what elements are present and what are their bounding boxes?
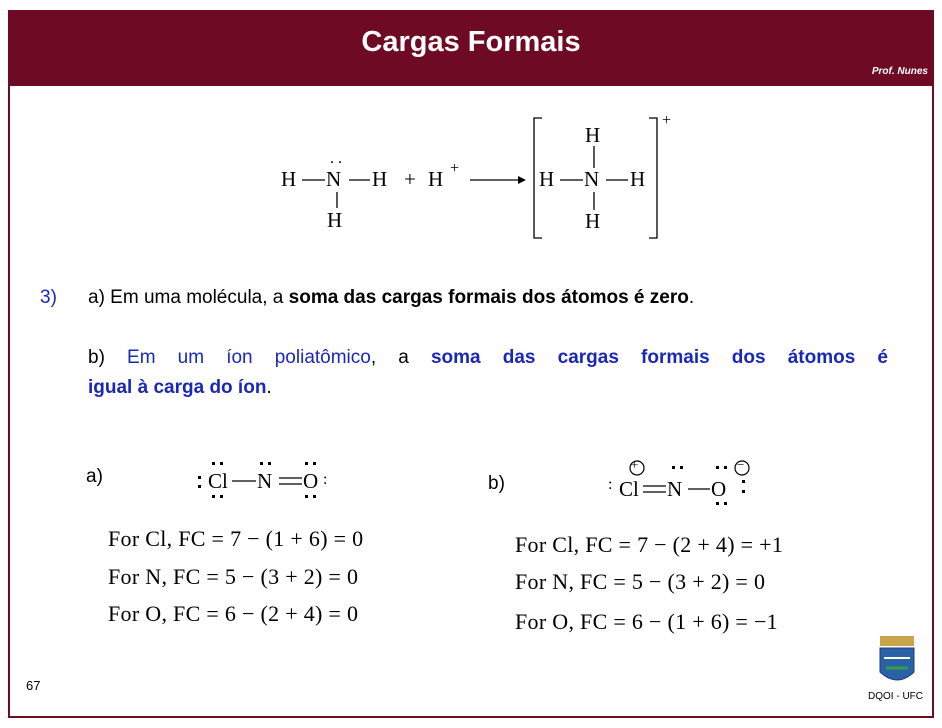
rule-b-mid: , a: [370, 347, 431, 368]
right-bracket: [649, 118, 657, 238]
proton: H: [428, 167, 444, 191]
example-a-label: a): [86, 466, 103, 487]
product-bottom-h: H: [585, 209, 601, 233]
rule-b-line1: [88, 347, 888, 369]
calc-a-cl: For Cl, FC = 7 − (1 + 6) = 0: [108, 526, 364, 551]
arrow-head: [518, 176, 526, 184]
slide-title: Cargas Formais: [361, 26, 581, 58]
reactant-nitrogen: N: [326, 167, 342, 191]
rule-b-bold2: igual à carga do íon: [88, 377, 267, 398]
product-left-h: H: [539, 167, 555, 191]
struct-b-plus: +: [631, 457, 639, 472]
struct-a-o-dots: :: [323, 471, 328, 488]
rule-number: 3): [40, 287, 57, 308]
lone-pairs-b: [672, 466, 745, 505]
rule-b-prefix: b): [88, 347, 128, 368]
struct-b-cl-dots: :: [608, 476, 613, 493]
ufc-crest-logo: [880, 636, 914, 680]
product-charge: +: [662, 112, 672, 129]
struct-a-n: N: [257, 469, 273, 493]
institution-label: DQOI - UFC: [868, 691, 923, 702]
rule-a: [88, 287, 694, 309]
reactant-bottom-h: H: [327, 208, 343, 232]
rule-a-bold: soma das cargas formais dos átomos é zero: [288, 287, 689, 308]
product-nitrogen: N: [584, 167, 600, 191]
product-right-h: H: [630, 167, 646, 191]
plus-sign: +: [404, 167, 416, 191]
rule-b-line2: [88, 377, 272, 399]
struct-b-minus: −: [737, 457, 745, 472]
reactant-lone-pair: . .: [330, 150, 342, 167]
page-number: 67: [26, 678, 41, 693]
rule-b-end: .: [266, 377, 272, 398]
proton-charge: +: [450, 160, 460, 177]
calc-a-n: For N, FC = 5 − (3 + 2) = 0: [108, 564, 359, 589]
reactant-left-h: H: [281, 167, 297, 191]
struct-b-o: O: [711, 477, 727, 501]
rule-b-bold1: soma das cargas formais dos átomos é: [430, 347, 888, 368]
author-label: Prof. Nunes: [871, 66, 928, 77]
product-top-h: H: [585, 123, 601, 147]
calc-b-n: For N, FC = 5 − (3 + 2) = 0: [515, 569, 766, 594]
calc-a-o: For O, FC = 6 − (2 + 4) = 0: [108, 601, 359, 626]
reactant-right-h: H: [372, 167, 388, 191]
struct-a-o: O: [303, 469, 319, 493]
rule-a-prefix: a) Em uma molécula, a: [88, 287, 289, 308]
struct-b-cl: Cl: [619, 477, 639, 501]
example-b-label: b): [488, 473, 505, 494]
struct-b-n: N: [667, 477, 683, 501]
rule-a-end: .: [688, 287, 695, 308]
calc-b-o: For O, FC = 6 − (1 + 6) = −1: [515, 609, 778, 634]
struct-a-cl: Cl: [208, 469, 228, 493]
rule-b-blue: Em um íon poliatômico: [127, 347, 371, 368]
calc-b-cl: For Cl, FC = 7 − (2 + 4) = +1: [515, 532, 784, 557]
